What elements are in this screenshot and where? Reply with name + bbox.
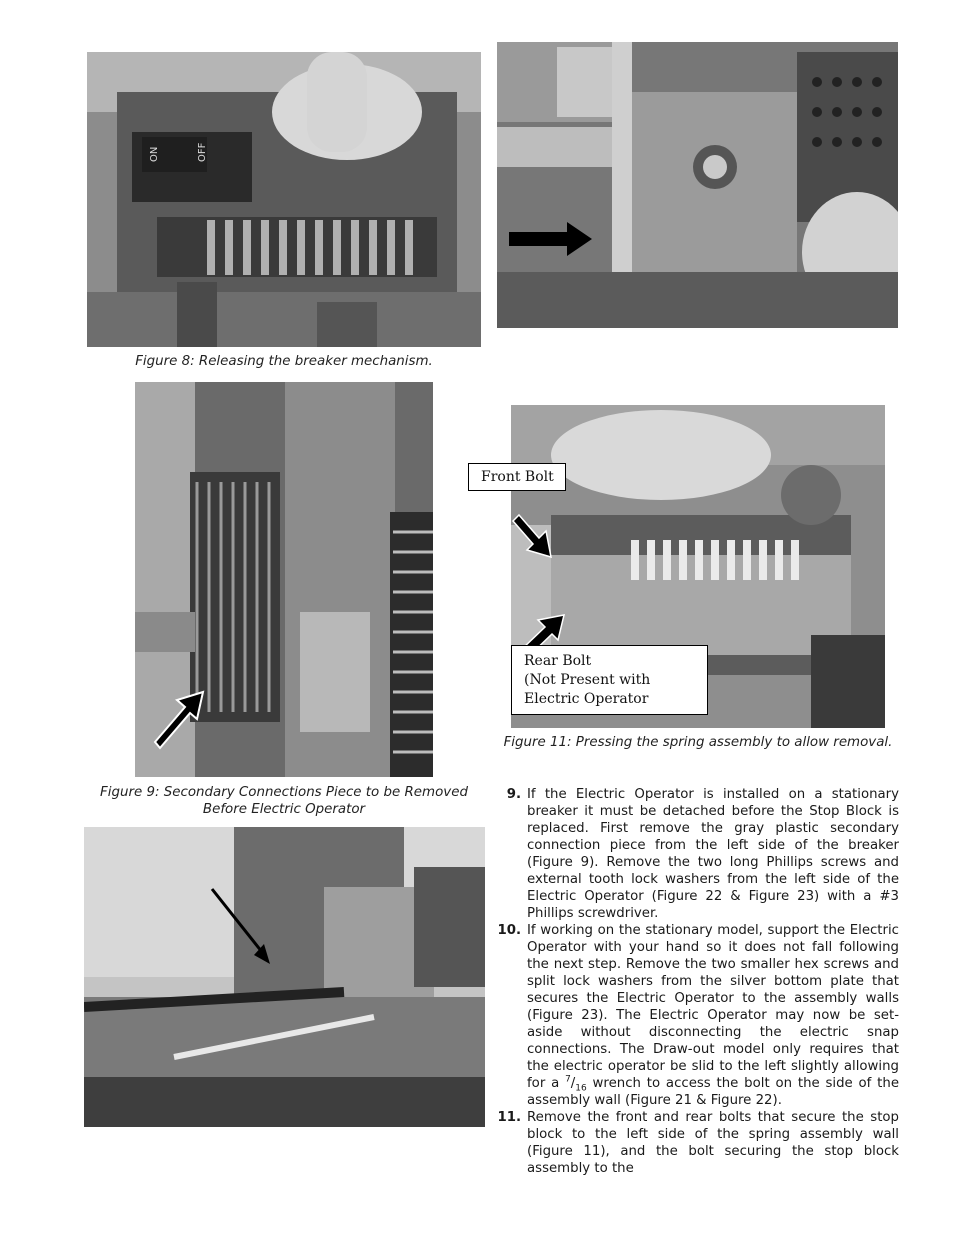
- rear-bolt-callout: [511, 645, 708, 715]
- front-bolt-callout: Front Bolt: [468, 463, 566, 491]
- figure-10-photo: [497, 42, 898, 328]
- step-text: If the Electric Operator is installed on a stationary breaker it must be detached before the Stop Block is replaced. First remove the gray plastic secondary connection piece from the left side of the breaker (Figure 9). Remove the two long Phillips screws and external tooth lock washers from the left side of the Electric Operator (Figure 22 & Figure 23) with a #3 Phillips screwdriver.: [527, 787, 899, 921]
- figure-11-caption: Figure 11: Pressing the spring assembly to allow removal.: [503, 735, 893, 750]
- fraction-numerator: 7: [565, 1074, 571, 1085]
- on-switch-label: ON: [149, 146, 160, 162]
- fraction-separator: /: [570, 1076, 576, 1091]
- figure-9-caption: Figure 9: Secondary Connections Piece to be Removed Before Electric Operator: [100, 785, 468, 817]
- figure-8-caption: Figure 8: Releasing the breaker mechanism.: [135, 354, 433, 369]
- off-switch-label: OFF: [197, 142, 208, 162]
- step-number: 10.: [497, 923, 521, 938]
- step-number: 11.: [497, 1110, 521, 1125]
- step-number: 9.: [506, 787, 521, 802]
- step-10: [497, 922, 899, 1109]
- step-text: Remove the front and rear bolts that secure the stop block to the left side of the spring assembly wall (Figure 11), and the bolt securing the stop block assembly to the: [527, 1110, 899, 1176]
- step-text: If working on the stationary model, support the Electric Operator with your hand so it does not fall following the next step. Remove the two smaller hex screws and split lock washers from the silver bottom plate that secures the Electric Operator to the assembly walls (Figure 23). The Electric Operator may now be set-aside without disconnecting the electric snap connections. The Draw-out model only requires that the electric operator be slid to the left slightly allowing for a: [527, 923, 899, 1091]
- instruction-steps: [497, 786, 899, 1177]
- rear-bolt-line-1: Rear Bolt: [524, 653, 592, 669]
- figure-12-photo: [84, 827, 485, 1127]
- figure-8-photo: [87, 52, 481, 347]
- figure-9-photo: [135, 382, 433, 777]
- rear-bolt-line-2: (Not Present with: [524, 672, 651, 688]
- step-9: [497, 786, 899, 922]
- step-11: [497, 1109, 899, 1177]
- rear-bolt-line-3: Electric Operator: [524, 691, 649, 707]
- fraction-denominator: 16: [575, 1083, 587, 1094]
- step-text-continued: wrench to access the bolt on the side of the assembly wall (Figure 21 & Figure 22).: [527, 1076, 899, 1108]
